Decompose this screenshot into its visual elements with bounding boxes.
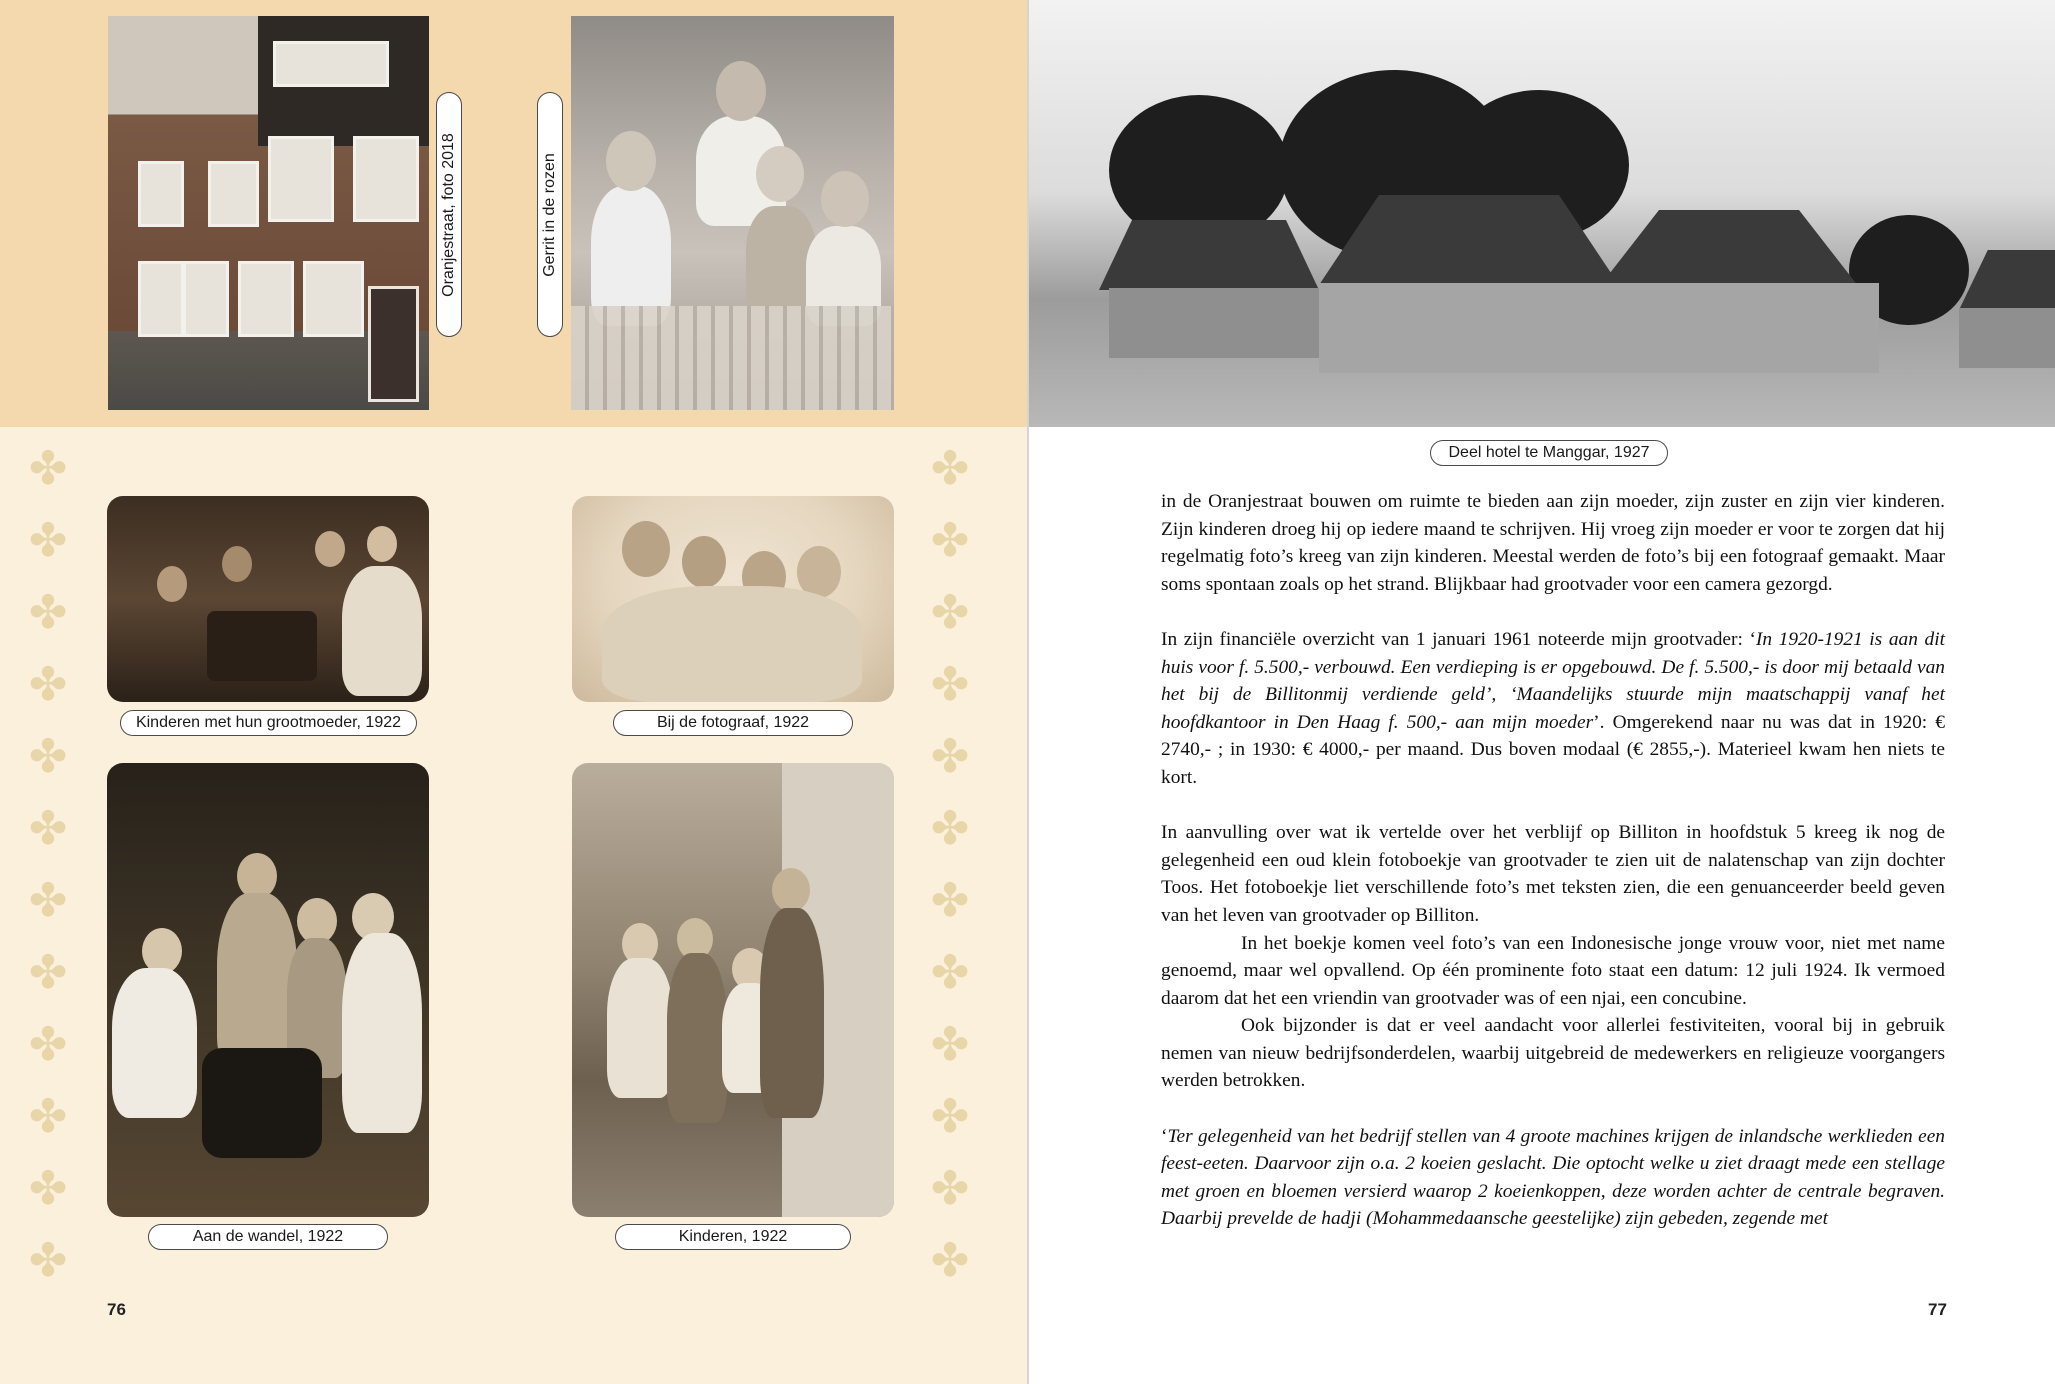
flower-ornament-icon: ✤ (930, 1089, 970, 1143)
caption-hotel: Deel hotel te Manggar, 1927 (1430, 440, 1668, 466)
photo-house-oranjestraat (108, 16, 429, 410)
flower-ornament-icon: ✤ (930, 801, 970, 855)
flower-ornament-icon: ✤ (28, 657, 68, 711)
caption-house: Oranjestraat, foto 2018 (436, 92, 462, 337)
flower-ornament-icon: ✤ (28, 441, 68, 495)
flower-ornament-icon: ✤ (930, 657, 970, 711)
caption-children: Kinderen, 1922 (615, 1224, 851, 1250)
flower-ornament-icon: ✤ (28, 729, 68, 783)
flower-ornament-icon: ✤ (28, 801, 68, 855)
caption-photographer: Bij de fotograaf, 1922 (613, 710, 853, 736)
photo-children-with-grandmother (107, 496, 429, 702)
quote-paragraph: ‘Ter gelegenheid van het bedrijf stellen van 4 groote machines krijgen de inlandsche werklieden een feest-eeten. Daarvoor zijn o.a. 2 koeien geslacht. Die optocht welke u ziet draagt mede een stellage met groen en bloemen versierd waarop 2 koeienkoppen, deze worden achter de centrale begraven. Daarbij prevelde de hadji (Mohammedaansche geestelijke) zijn gebeden, zegende met (1161, 1125, 1945, 1230)
flower-ornament-icon: ✤ (28, 513, 68, 567)
flower-ornament-icon: ✤ (28, 873, 68, 927)
flower-ornament-icon: ✤ (930, 729, 970, 783)
photo-gerrit-in-roses (571, 16, 894, 410)
paragraph: In het boekje komen veel foto’s van een Indonesische jonge vrouw voor, niet met name genoemd, maar wel opvallend. Op één prominente foto staat een datum: 12 juli 1924. Ik vermoed daarom dat het een vriendin van grootvader was of een njai, een concubine. (1161, 932, 1945, 1009)
flower-ornament-icon: ✤ (930, 1017, 970, 1071)
caption-grandmother: Kinderen met hun grootmoeder, 1922 (120, 710, 417, 736)
paragraph: In aanvulling over wat ik vertelde over het verblijf op Billiton in hoofdstuk 5 kreeg ik nog de gelegenheid een oud klein fotoboekje van grootvader te zien uit de nalatenschap van zijn dochter Toos. Het fotoboekje liet verschillende foto’s met teksten zien, die een genuanceerder beeld geven van het leven van grootvader op Billiton. (1161, 822, 1945, 926)
flower-ornament-icon: ✤ (930, 513, 970, 567)
flower-ornament-icon: ✤ (28, 945, 68, 999)
flower-ornament-icon: ✤ (930, 441, 970, 495)
flower-ornament-icon: ✤ (930, 945, 970, 999)
paragraph: In zijn financiële overzicht van 1 januari 1961 noteerde mijn grootvader: ‘In 1920-1921 is aan dit huis voor f. 5.500,- verbouwd. Een verdieping is er opgebouwd. De f. 5.500,- is door mij betaald van het bij de Billitonmij verdiende geld’, ‘Maandelijks stuurde mijn maatschappij vanaf het hoofdkantoor in Den Haag f. 500,- aan mijn moeder’. Omgerekend naar nu was dat in 1920: € 2740,- ; in 1930: € 4000,- per maand. Dus boven modaal (€ 2855,-). Materieel kwam hen niets te kort. (1161, 628, 1945, 788)
flower-ornament-icon: ✤ (930, 1161, 970, 1215)
paragraph: in de Oranjestraat bouwen om ruimte te bieden aan zijn moeder, zijn zuster en zijn vier kinderen. Zijn kinderen droeg hij op iedere maand te schrijven. Hij vroeg zijn moeder er voor te zorgen dat hij regelmatig foto’s kreeg van zijn kinderen. Meestal werden de foto’s bij een fotograaf gemaakt. Maar soms spontaan zoals op het strand. Blijkbaar had grootvader voor een camera gezorgd. (1161, 491, 1945, 595)
flower-ornament-icon: ✤ (28, 1089, 68, 1143)
page-number-right: 77 (1928, 1300, 1947, 1319)
photo-children (572, 763, 894, 1217)
caption-roses: Gerrit in de rozen (537, 92, 563, 337)
body-text (1161, 488, 1945, 1233)
page-number-left: 76 (107, 1300, 126, 1319)
flower-ornament-icon: ✤ (28, 1161, 68, 1215)
photo-at-photographer (572, 496, 894, 702)
photo-hotel-manggar (1029, 0, 2055, 427)
flower-ornament-icon: ✤ (930, 1233, 970, 1287)
flower-ornament-icon: ✤ (28, 1233, 68, 1287)
flower-ornament-icon: ✤ (930, 873, 970, 927)
flower-ornament-icon: ✤ (28, 585, 68, 639)
flower-ornament-icon: ✤ (930, 585, 970, 639)
caption-walk: Aan de wandel, 1922 (148, 1224, 388, 1250)
photo-out-walking (107, 763, 429, 1217)
flower-ornament-icon: ✤ (28, 1017, 68, 1071)
paragraph: Ook bijzonder is dat er veel aandacht voor allerlei festiviteiten, vooral bij in gebruik nemen van nieuw bedrijfsonderdelen, waarbij uitgebreid de medewerkers en religieuze voorgangers werden betrokken. (1161, 1015, 1945, 1092)
